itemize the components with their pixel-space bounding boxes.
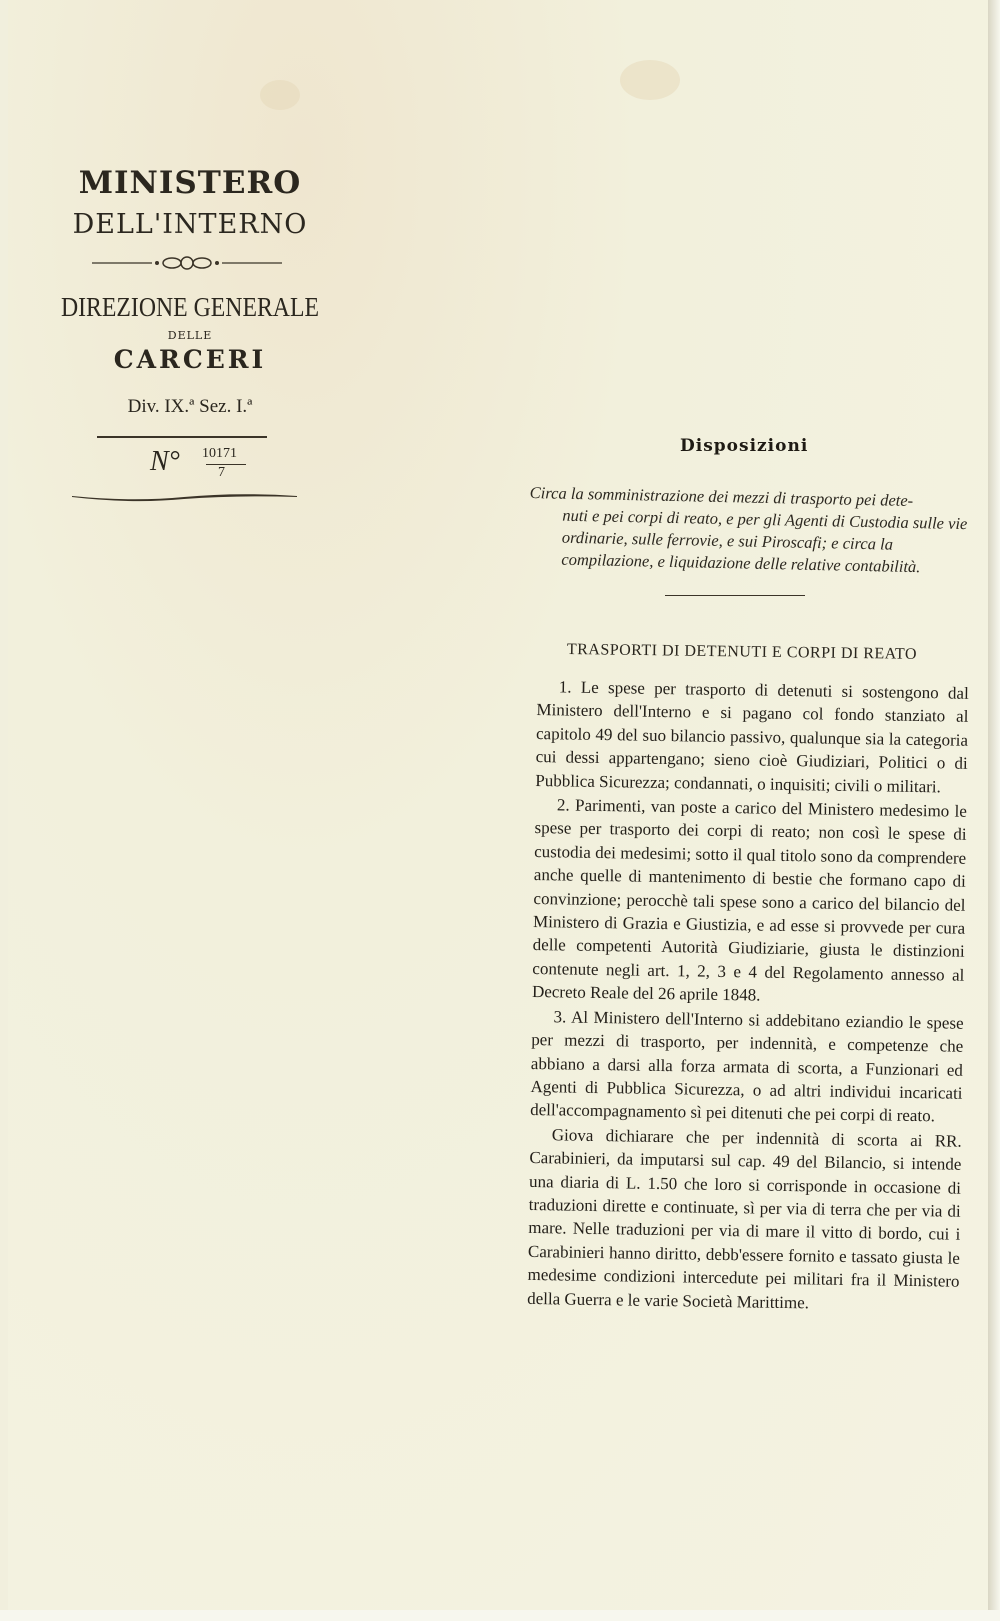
protocol-number-top: 10171 <box>202 446 237 461</box>
delle-label: DELLE <box>167 329 213 342</box>
fraction-bar <box>206 464 246 465</box>
subtitle-rest: nuti e pei corpi di reato, e per gli Agenti di Custodia sulle vie ordinarie, sulle ferrovie, e sui Piroscafi; e circa la compilazione, e liquidazione delle relative contabilità. <box>561 505 968 577</box>
dell-interno-heading: DELL'INTERNO <box>72 209 308 240</box>
page-edge <box>988 0 1000 1610</box>
protocol-number-bottom: 7 <box>218 465 225 480</box>
numero-symbol: N° <box>150 446 180 477</box>
direzione-heading: DIREZIONE GENERALE <box>60 292 320 322</box>
document-title: Disposizioni <box>680 436 809 456</box>
paragraph-3: 3. Al Ministero dell'Interno si addebitano eziandio le spese per mezzi di trasporto, per indennità, e competenze che abbiano a darsi alla forza armata di scorta, a Funzionari ed Agenti di Pubblica Sicurezza, o ad altri individui incaricati dell'accompagnamento sì pei ditenuti che pei corpi di reato. <box>530 1006 964 1126</box>
ornament-divider <box>92 256 282 270</box>
document-body <box>527 675 969 1318</box>
ministero-heading: MINISTERO <box>78 165 302 201</box>
paper-stain <box>620 60 680 100</box>
subtitle-line-1: Circa la somministrazione dei mezzi di trasporto pei dete- <box>529 482 914 511</box>
header-rule <box>97 436 267 438</box>
paper-stain <box>260 80 300 110</box>
document-subtitle <box>528 482 970 579</box>
paragraph-1: 1. Le spese per trasporto di detenuti si sostengono dal Ministero dell'Interno e si pagano col fondo stanziato al capitolo 49 del suo bilancio passivo, qualunque sia la categoria cui dessi appartengano; sieno cioè Giudiziari, Politici o di Pubblica Sicurezza; condannati, o inquisiti; civili o militari. <box>535 677 969 796</box>
page-bottom-margin <box>0 1610 1000 1621</box>
division-section-label: Div. IX.ª Sez. I.ª <box>127 396 253 417</box>
section-title: TRASPORTI DI DETENUTI E CORPI DI REATO <box>566 641 918 663</box>
paragraph-4: Giova dichiarare che per indennità di scorta ai RR. Carabinieri, da imputarsi sul cap. 49 del Bilancio, si intende una diaria di L. 1.50 che loro si corrisponde in occasione di traduzioni dirette e continuate, sì per via di terra che per via di mare. Nelle traduzioni per via di mare il vitto di bordo, cui i Carabinieri hanno diritto, debb'essere fornito e tassato giusta le medesime condizioni intercedute pei militari fra il Ministero della Guerra e le varie Società Marittime. <box>527 1125 962 1312</box>
carceri-heading: CARCERI <box>113 345 267 374</box>
flourish-divider <box>72 490 297 504</box>
paragraph-2: 2. Parimenti, van poste a carico del Ministero medesimo le spese per trasporto dei corpi di reato; non così le spese di custodia dei medesimi; sotto il qual titolo sono da comprendere anche quelle di mantenimento di bestie che formano capo di convinzione; perocchè tali spese sono a carico del bilancio del Ministero di Grazia e Giustizia, e ad esse si provvede per cura delle competenti Autorità Giudiziarie, giusta le distinzioni contenute negli art. 1, 2, 3 e 4 del Regolamento annesso al Decreto Reale del 26 aprile 1848. <box>531 795 968 1005</box>
subtitle-rule <box>665 595 805 596</box>
